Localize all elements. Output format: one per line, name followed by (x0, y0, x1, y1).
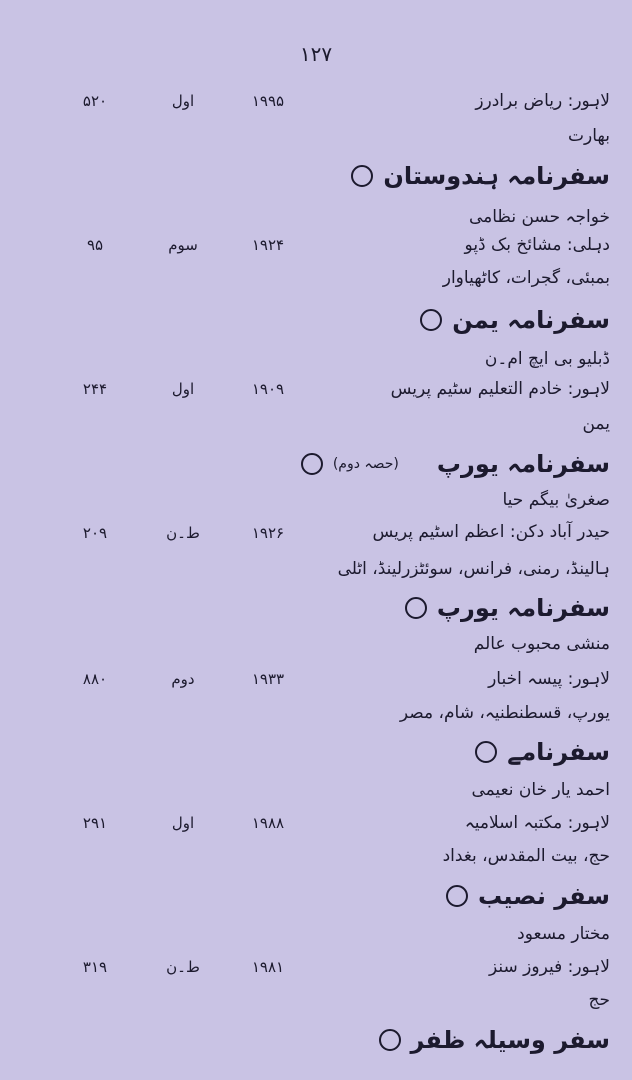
book-title (446, 882, 610, 910)
year: ۱۹۲۶ (251, 524, 285, 542)
imprint-line: حیدر آباد دکن: اعظم اسٹیم پریس (372, 522, 610, 542)
destination-line: حج (588, 990, 610, 1010)
book-title (379, 1026, 611, 1054)
book-title (405, 594, 610, 622)
page-count: ۲۹۱ (82, 814, 108, 832)
author-line: احمد یار خان نعیمی (471, 780, 610, 800)
circle-bullet-icon (379, 1029, 401, 1051)
imprint-line: لاہور: مکتبہ اسلامیہ (464, 813, 610, 833)
imprint-line: دہلی: مشائخ بک ڈپو (464, 235, 610, 255)
author-line: مختار مسعود (517, 924, 610, 944)
imprint-line: لاہور: پیسہ اخبار (488, 669, 610, 689)
imprint-line: لاہور: ریاض برادرز (475, 91, 610, 111)
edition: اول (171, 814, 195, 832)
author-line: خواجہ حسن نظامی (468, 207, 610, 227)
imprint-line: لاہور: فیروز سنز (489, 957, 610, 977)
book-title (420, 306, 610, 334)
circle-bullet-icon (301, 453, 323, 475)
year: ۱۹۲۴ (251, 236, 285, 254)
year: ۱۹۸۱ (251, 958, 285, 976)
page-count: ۵۲۰ (82, 92, 108, 110)
year: ۱۹۳۳ (251, 670, 285, 688)
page-count: ۲۴۴ (82, 380, 108, 398)
year: ۱۹۰۹ (251, 380, 285, 398)
page-count: ۹۵ (86, 236, 104, 254)
circle-bullet-icon (420, 309, 442, 331)
book-title-text: سفرنامہ یمن (452, 306, 610, 334)
edition: دوم (171, 670, 195, 688)
year: ۱۹۹۵ (251, 92, 285, 110)
destination-line: یمن (582, 414, 610, 434)
edition: ط۔ن (166, 524, 200, 542)
book-title-text: سفرنامے (507, 738, 610, 766)
author-line: منشی محبوب عالم (473, 634, 610, 654)
book-title-text: سفرنامہ یورپ (436, 450, 610, 478)
edition: اول (171, 92, 195, 110)
book-title (351, 162, 610, 190)
circle-bullet-icon (405, 597, 427, 619)
circle-bullet-icon (351, 165, 373, 187)
circle-bullet-icon (446, 885, 468, 907)
imprint-line: لاہور: خادم التعلیم سٹیم پریس (390, 379, 610, 399)
volume-note: (حصہ دوم) (332, 456, 399, 472)
destination-line: بھارت (568, 126, 610, 146)
book-title (301, 450, 610, 478)
book-title-text: سفرنامہ ہندوستان (383, 162, 610, 190)
book-title (475, 738, 610, 766)
author-line: صغریٰ بیگم حیا (502, 490, 610, 510)
destination-line: یورپ، قسطنطنیہ، شام، مصر (399, 703, 610, 723)
author-line: ڈبلیو بی ایچ ام۔ن (484, 349, 610, 369)
destination-line: ہالینڈ، رمنی، فرانس، سوئٹزرلینڈ، اٹلی (337, 559, 610, 579)
page-number: ۱۲۷ (299, 42, 333, 66)
book-title-text: سفر وسیلہ ظفر (410, 1026, 610, 1054)
edition: ط۔ن (166, 958, 200, 976)
circle-bullet-icon (475, 741, 497, 763)
book-title-text: سفر نصیب (477, 882, 610, 910)
year: ۱۹۸۸ (251, 814, 285, 832)
edition: اول (171, 380, 195, 398)
destination-line: بمبئی، گجرات، کاٹھیاوار (442, 268, 610, 288)
destination-line: حج، بیت المقدس، بغداد (442, 846, 610, 866)
book-title-text: سفرنامہ یورپ (436, 594, 610, 622)
page-count: ۳۱۹ (82, 958, 108, 976)
edition: سوم (168, 236, 198, 254)
page-count: ۸۸۰ (82, 670, 108, 688)
page-count: ۲۰۹ (82, 524, 108, 542)
